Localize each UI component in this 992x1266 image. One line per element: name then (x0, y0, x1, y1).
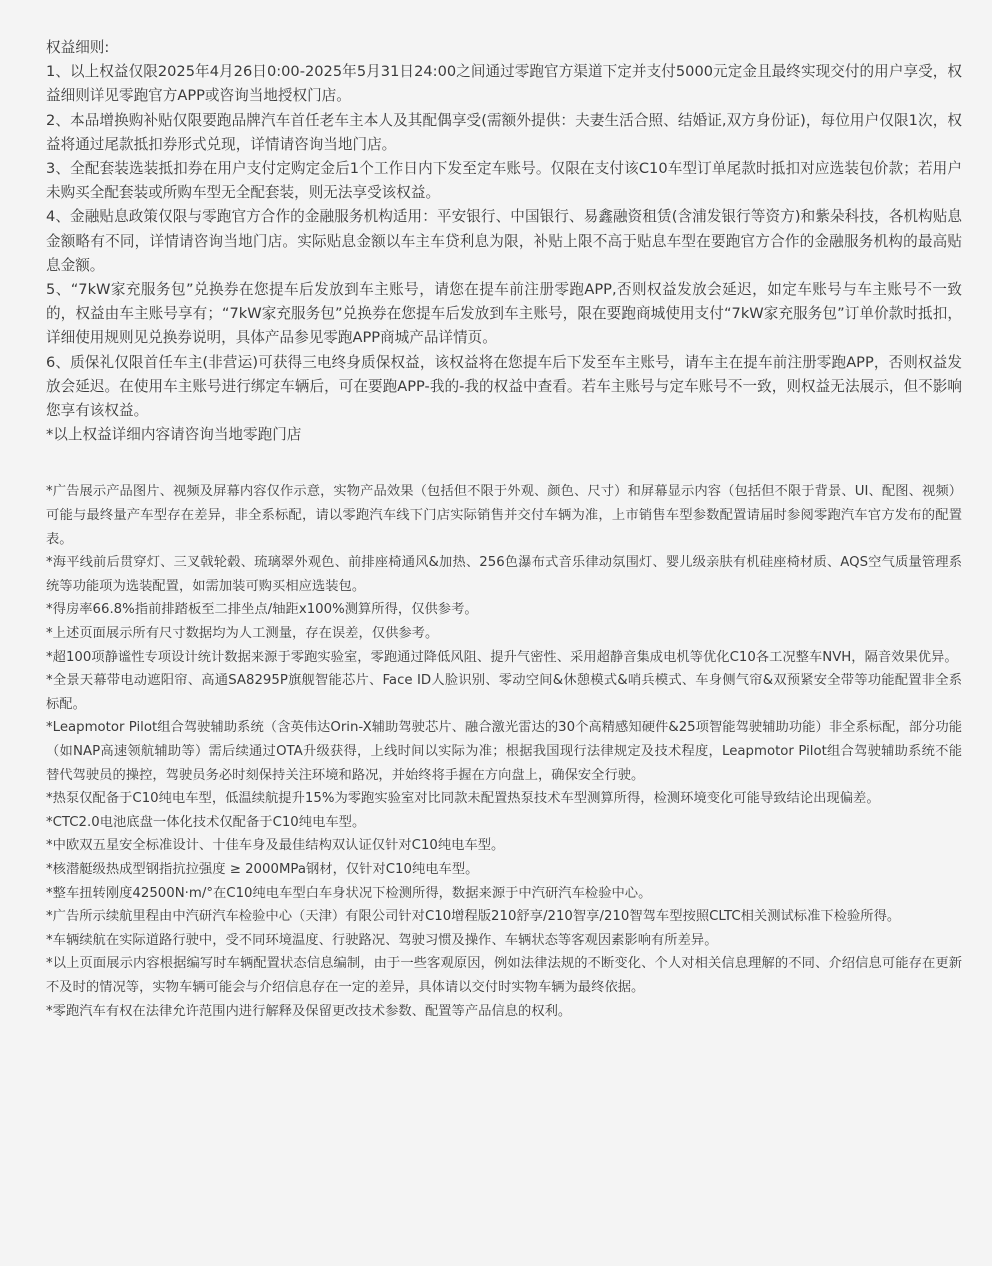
rights-item: 2、本品增换购补贴仅限要跑品牌汽车首任老车主本人及其配偶享受(需额外提供：夫妻生活合照、结婚证,双方身份证)，每位用户仅限1次，权益将通过尾款抵扣券形式兑现，详情请咨询当地门店。 (46, 111, 962, 153)
rights-item: 3、全配套装选装抵扣券在用户支付定购定金后1个工作日内下发至定车账号。仅限在支付该C10车型订单尾款时抵扣对应选装包价款；若用户未购买全配套装或所购车型无全配套装，则无法享受该权益。 (46, 160, 962, 202)
disclaimer-item: *中欧双五星安全标准设计、十佳车身及最佳结构双认证仅针对C10纯电车型。 (46, 838, 505, 854)
disclaimer-item: *Leapmotor Pilot组合驾驶辅助系统（含英伟达Orin-X辅助驾驶芯片、融合激光雷达的30个高精感知硬件&25项智能驾驶辅助功能）非全系标配，部分功能（如NAP高速领航辅助等）需后续通过OTA升级获得，上线时间以实际为准；根据我国现行法律规定及技术程度，Leapmotor Pilot组合驾驶辅助系统不能替代驾驶员的操控，驾驶员务必时刻保持关注环境和路况，并始终将手握在方向盘上，确保安全行驶。 (46, 720, 962, 783)
disclaimer-item: *全景天幕带电动遮阳帘、高通SA8295P旗舰智能芯片、Face ID人脸识别、零动空间&休憩模式&哨兵模式、车身侧气帘&双预紧安全带等功能配置非全系标配。 (46, 673, 962, 712)
rights-item: 1、以上权益仅限2025年4月26日0:00-2025年5月31日24:00之间通过零跑官方渠道下定并支付5000元定金且最终实现交付的用户享受，权益细则详见零跑官方APP或咨询当地授权门店。 (46, 63, 962, 105)
disclaimer-item: *热泵仅配备于C10纯电车型，低温续航提升15%为零跑实验室对比同款未配置热泵技术车型测算所得，检测环境变化可能导致结论出现偏差。 (46, 791, 880, 807)
rights-item: 4、金融贴息政策仅限与零跑官方合作的金融服务机构适用：平安银行、中国银行、易鑫融资租赁(含浦发银行等资方)和紫朵科技，各机构贴息金额略有不同，详情请咨询当地门店。实际贴息金额以车主车贷利息为限，补贴上限不高于贴息车型在要跑官方合作的金融服务机构的最高贴息金额。 (46, 208, 962, 274)
disclaimer-item: *海平线前后贯穿灯、三叉戟轮毂、琉璃翠外观色、前排座椅通风&加热、256色瀑布式音乐律动氛围灯、婴儿级亲肤有机硅座椅材质、AQS空气质量管理系统等功能项为选装配置，如需加装可购买相应选装包。 (46, 555, 962, 594)
disclaimer-item: *核潜艇级热成型钢指抗拉强度 ≥ 2000MPa钢材，仅针对C10纯电车型。 (46, 861, 479, 877)
rights-heading: 权益细则: (46, 39, 110, 56)
disclaimer-item: *广告所示续航里程由中汽研汽车检验中心（天津）有限公司针对C10增程版210舒享/210智享/210智驾车型按照CLTC相关测试标准下检验所得。 (46, 909, 901, 925)
disclaimer-item: *得房率66.8%指前排踏板至二排坐点/轴距x100%测算所得，仅供参考。 (46, 602, 478, 618)
disclaimer-item: *车辆续航在实际道路行驶中，受不同环境温度、行驶路况、驾驶习惯及操作、车辆状态等客观因素影响有所差异。 (46, 932, 718, 948)
disclaimer-item: *上述页面展示所有尺寸数据均为人工测量，存在误差，仅供参考。 (46, 626, 439, 642)
rights-footnote: *以上权益详细内容请咨询当地零跑门店 (46, 426, 302, 444)
disclaimer-section (46, 480, 962, 1023)
disclaimer-item: *整车扭转刚度42500N·m/°在C10纯电车型白车身状况下检测所得，数据来源于中汽研汽车检验中心。 (46, 885, 652, 901)
section-spacer (46, 447, 962, 480)
rights-item: 5、“7kW家充服务包”兑换券在您提车后发放到车主账号，请您在提车前注册零跑APP,否则权益发放会延迟，如定车账号与车主账号不一致的，权益由车主账号享有；“7kW家充服务包”兑换券在您提车后发放到车主账号，限在要跑商城使用支付“7kW家充服务包”订单价款时抵扣，详细使用规则见兑换券说明，具体产品参见零跑APP商城产品详情页。 (46, 281, 962, 347)
disclaimer-item: *超100项静谧性专项设计统计数据来源于零跑实验室，零跑通过降低风阻、提升气密性、采用超静音集成电机等优化C10各工况整车NVH，隔音效果优异。 (46, 649, 958, 665)
disclaimer-item: *CTC2.0电池底盘一体化技术仅配备于C10纯电车型。 (46, 814, 366, 830)
disclaimer-item: *零跑汽车有权在法律允许范围内进行解释及保留更改技术参数、配置等产品信息的权利。 (46, 1003, 572, 1019)
disclaimer-item: *广告展示产品图片、视频及屏幕内容仅作示意，实物产品效果（包括但不限于外观、颜色、尺寸）和屏幕显示内容（包括但不限于背景、UI、配图、视频）可能与最终量产车型存在差异，非全系标配，请以零跑汽车线下门店实际销售并交付车辆为准，上市销售车型参数配置请届时参阅零跑汽车官方发布的配置表。 (46, 484, 962, 547)
rights-item: 6、质保礼仅限首任车主(非营运)可获得三电终身质保权益，该权益将在您提车后下发至车主账号，请车主在提车前注册零跑APP，否则权益发放会延迟。在使用车主账号进行绑定车辆后，可在要跑APP-我的-我的权益中查看。若车主账号与定车账号不一致，则权益无法展示，但不影响您享有该权益。 (46, 353, 962, 420)
disclaimer-item: *以上页面展示内容根据编写时车辆配置状态信息编制，由于一些客观原因，例如法律法规的不断变化、个人对相关信息理解的不同、介绍信息可能存在更新不及时的情况等，实物车辆可能会与介绍信息存在一定的差异，具体请以交付时实物车辆为最终依据。 (46, 956, 962, 995)
rights-section (46, 36, 962, 447)
